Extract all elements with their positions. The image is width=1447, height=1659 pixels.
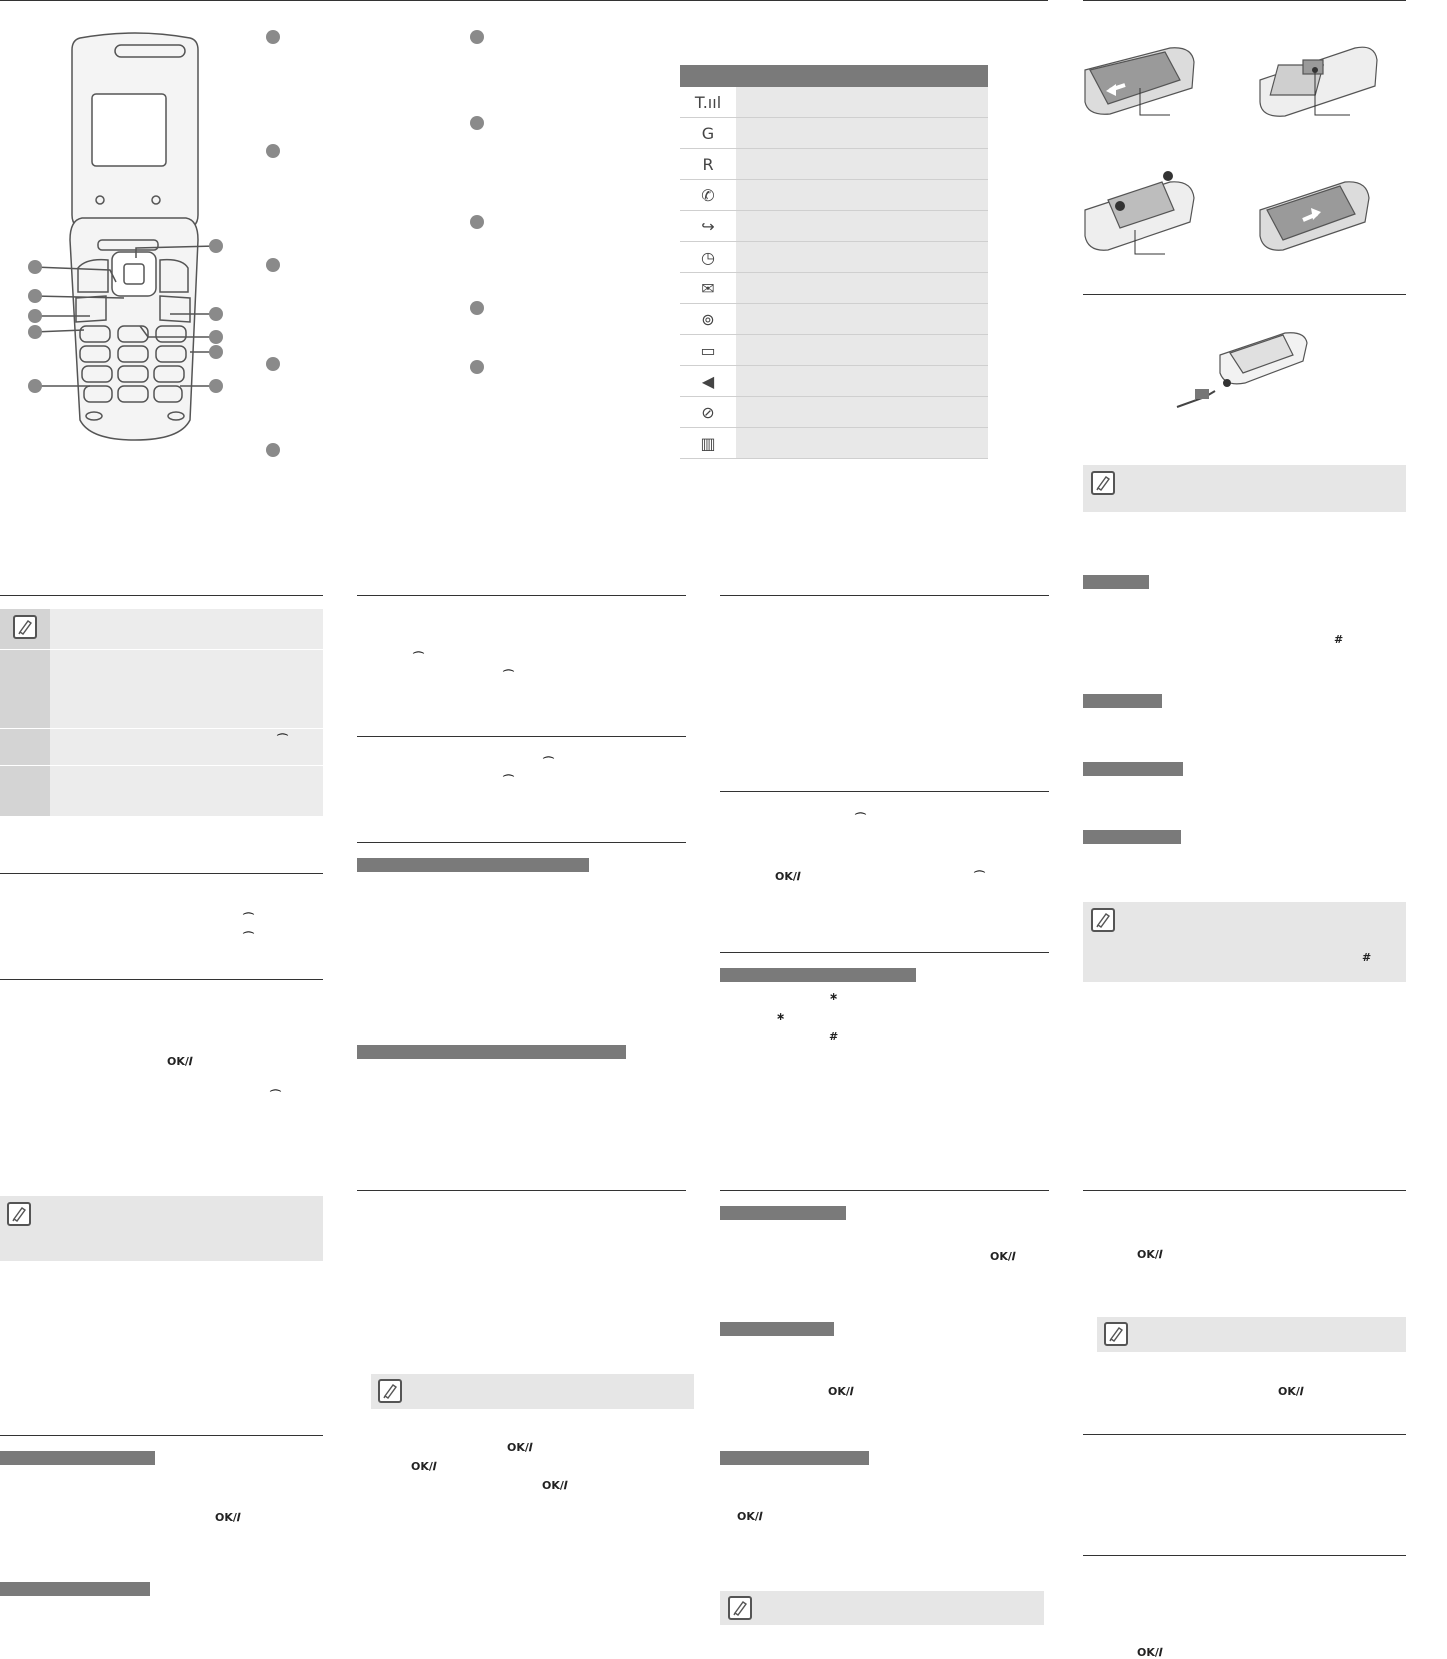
note-box bbox=[1097, 1317, 1406, 1352]
section-bar bbox=[720, 1451, 869, 1465]
callout-dot bbox=[266, 357, 280, 371]
note-icon bbox=[1091, 908, 1115, 932]
section-bar bbox=[357, 858, 589, 872]
note-icon bbox=[13, 615, 37, 639]
indicator-desc bbox=[736, 180, 988, 211]
callout-dot bbox=[470, 215, 484, 229]
ok-info-key-icon: OK/𝒊 bbox=[990, 1250, 1015, 1263]
top-rule-right bbox=[1083, 0, 1406, 1]
call-key-icon: ⌒ bbox=[855, 812, 866, 825]
note-table-divider bbox=[0, 765, 323, 766]
note-icon bbox=[378, 1379, 402, 1403]
note-icon bbox=[1104, 1322, 1128, 1346]
silent-profile-icon: ⊘ bbox=[680, 397, 736, 428]
battery-insert-illustration bbox=[1080, 170, 1200, 260]
indicator-desc bbox=[736, 273, 988, 304]
col2-rule-2 bbox=[357, 736, 686, 737]
indicator-desc bbox=[736, 87, 988, 118]
indicator-header-icon bbox=[680, 65, 736, 87]
note-icon bbox=[1091, 471, 1115, 495]
indicator-desc bbox=[736, 149, 988, 180]
ok-info-key-icon: OK/𝒊 bbox=[1137, 1646, 1162, 1659]
callout-dot bbox=[470, 301, 484, 315]
indicator-desc bbox=[736, 366, 988, 397]
indicator-desc bbox=[736, 242, 988, 273]
call-in-progress-icon: ✆ bbox=[680, 180, 736, 211]
ok-info-key-icon: OK/𝒊 bbox=[737, 1510, 762, 1523]
alarm-icon: ◷ bbox=[680, 242, 736, 273]
sim-card-insert-illustration bbox=[1255, 40, 1415, 120]
ok-info-key-icon: OK/𝒊 bbox=[1278, 1385, 1303, 1398]
note-box bbox=[371, 1374, 694, 1409]
section-bar bbox=[720, 968, 916, 982]
battery-icon: ▥ bbox=[680, 428, 736, 459]
col3-rule-2 bbox=[720, 791, 1049, 792]
call-key-icon: ⌒ bbox=[543, 756, 554, 769]
note-box bbox=[1083, 465, 1406, 512]
section-bar bbox=[720, 1206, 846, 1220]
note-box bbox=[1083, 902, 1406, 982]
star-key-icon: ∗ bbox=[829, 990, 839, 1003]
callout-dot bbox=[266, 144, 280, 158]
section-bar bbox=[0, 1451, 155, 1465]
ok-info-key-icon: OK/𝒊 bbox=[411, 1460, 436, 1473]
callout-dot bbox=[470, 30, 484, 44]
normal-profile-icon: ◀ bbox=[680, 366, 736, 397]
section-bar bbox=[1083, 694, 1162, 708]
section-bar bbox=[1083, 762, 1183, 776]
note-icon bbox=[728, 1596, 752, 1620]
right-rule-3 bbox=[1083, 1434, 1406, 1435]
gprs-icon: G bbox=[680, 118, 736, 149]
section-bar bbox=[1083, 575, 1149, 589]
col3-rule-3 bbox=[720, 952, 1049, 953]
col1-rule-4 bbox=[0, 1435, 323, 1436]
col1-rule-2 bbox=[0, 873, 323, 874]
note-table-divider bbox=[0, 649, 323, 650]
hash-key-icon: # bbox=[829, 1030, 839, 1043]
top-rule-left bbox=[0, 0, 1048, 1]
col2-rule-4 bbox=[357, 1190, 686, 1191]
ok-info-key-icon: OK/𝒊 bbox=[507, 1441, 532, 1454]
end-key-icon: ⌒ bbox=[243, 931, 254, 944]
end-key-icon: ⌒ bbox=[503, 774, 514, 787]
callout-dot bbox=[266, 30, 280, 44]
ok-info-key-icon: OK/𝒊 bbox=[775, 870, 800, 883]
battery-cover-replace-illustration bbox=[1255, 170, 1375, 260]
col1-rule-1 bbox=[0, 595, 323, 596]
callout-dot bbox=[470, 360, 484, 374]
charger-connect-illustration bbox=[1175, 325, 1335, 415]
end-key-icon: ⌒ bbox=[270, 1089, 281, 1102]
callout-dot bbox=[470, 116, 484, 130]
ok-info-key-icon: OK/𝒊 bbox=[542, 1479, 567, 1492]
signal-strength-icon: T.ııl bbox=[680, 87, 736, 118]
section-bar bbox=[720, 1322, 834, 1336]
end-key-icon: ⌒ bbox=[277, 733, 288, 746]
indicator-table bbox=[680, 65, 988, 459]
new-message-icon: ✉ bbox=[680, 273, 736, 304]
note-box bbox=[720, 1591, 1044, 1625]
indicator-desc bbox=[736, 428, 988, 459]
ok-info-key-icon: OK/𝒊 bbox=[1137, 1248, 1162, 1261]
voicemail-icon: ⊚ bbox=[680, 304, 736, 335]
col1-rule-3 bbox=[0, 979, 323, 980]
star-key-icon: ∗ bbox=[776, 1010, 786, 1023]
indicator-header-desc bbox=[736, 65, 988, 87]
col3-rule-1 bbox=[720, 595, 1049, 596]
right-rule-2 bbox=[1083, 1190, 1406, 1191]
indicator-desc bbox=[736, 118, 988, 149]
col2-rule-1 bbox=[357, 595, 686, 596]
fm-radio-icon: ▭ bbox=[680, 335, 736, 366]
roaming-icon: R bbox=[680, 149, 736, 180]
callout-dot bbox=[266, 443, 280, 457]
ok-info-key-icon: OK/𝒊 bbox=[167, 1055, 192, 1068]
call-key-icon: ⌒ bbox=[413, 651, 424, 664]
phone-illustration bbox=[20, 30, 230, 450]
section-bar bbox=[1083, 830, 1181, 844]
callout-dot bbox=[266, 258, 280, 272]
right-rule-1 bbox=[1083, 294, 1406, 295]
right-rule-4 bbox=[1083, 1555, 1406, 1556]
call-key-icon: ⌒ bbox=[974, 870, 985, 883]
note-table-divider bbox=[0, 728, 323, 729]
section-bar bbox=[357, 1045, 626, 1059]
hash-key-icon: # bbox=[1362, 951, 1372, 964]
battery-cover-removal-illustration bbox=[1080, 40, 1200, 120]
indicator-desc bbox=[736, 335, 988, 366]
note-box bbox=[0, 1196, 323, 1261]
note-table-side bbox=[0, 609, 50, 816]
col2-rule-3 bbox=[357, 842, 686, 843]
note-icon bbox=[7, 1202, 31, 1226]
end-key-icon: ⌒ bbox=[503, 669, 514, 682]
end-key-icon: ⌒ bbox=[243, 912, 254, 925]
ok-info-key-icon: OK/𝒊 bbox=[828, 1385, 853, 1398]
indicator-desc bbox=[736, 211, 988, 242]
col3-rule-4 bbox=[720, 1190, 1049, 1191]
indicator-desc bbox=[736, 304, 988, 335]
hash-key-icon: # bbox=[1334, 633, 1344, 646]
call-diverting-icon: ↪ bbox=[680, 211, 736, 242]
indicator-desc bbox=[736, 397, 988, 428]
section-bar bbox=[0, 1582, 150, 1596]
ok-info-key-icon: OK/𝒊 bbox=[215, 1511, 240, 1524]
